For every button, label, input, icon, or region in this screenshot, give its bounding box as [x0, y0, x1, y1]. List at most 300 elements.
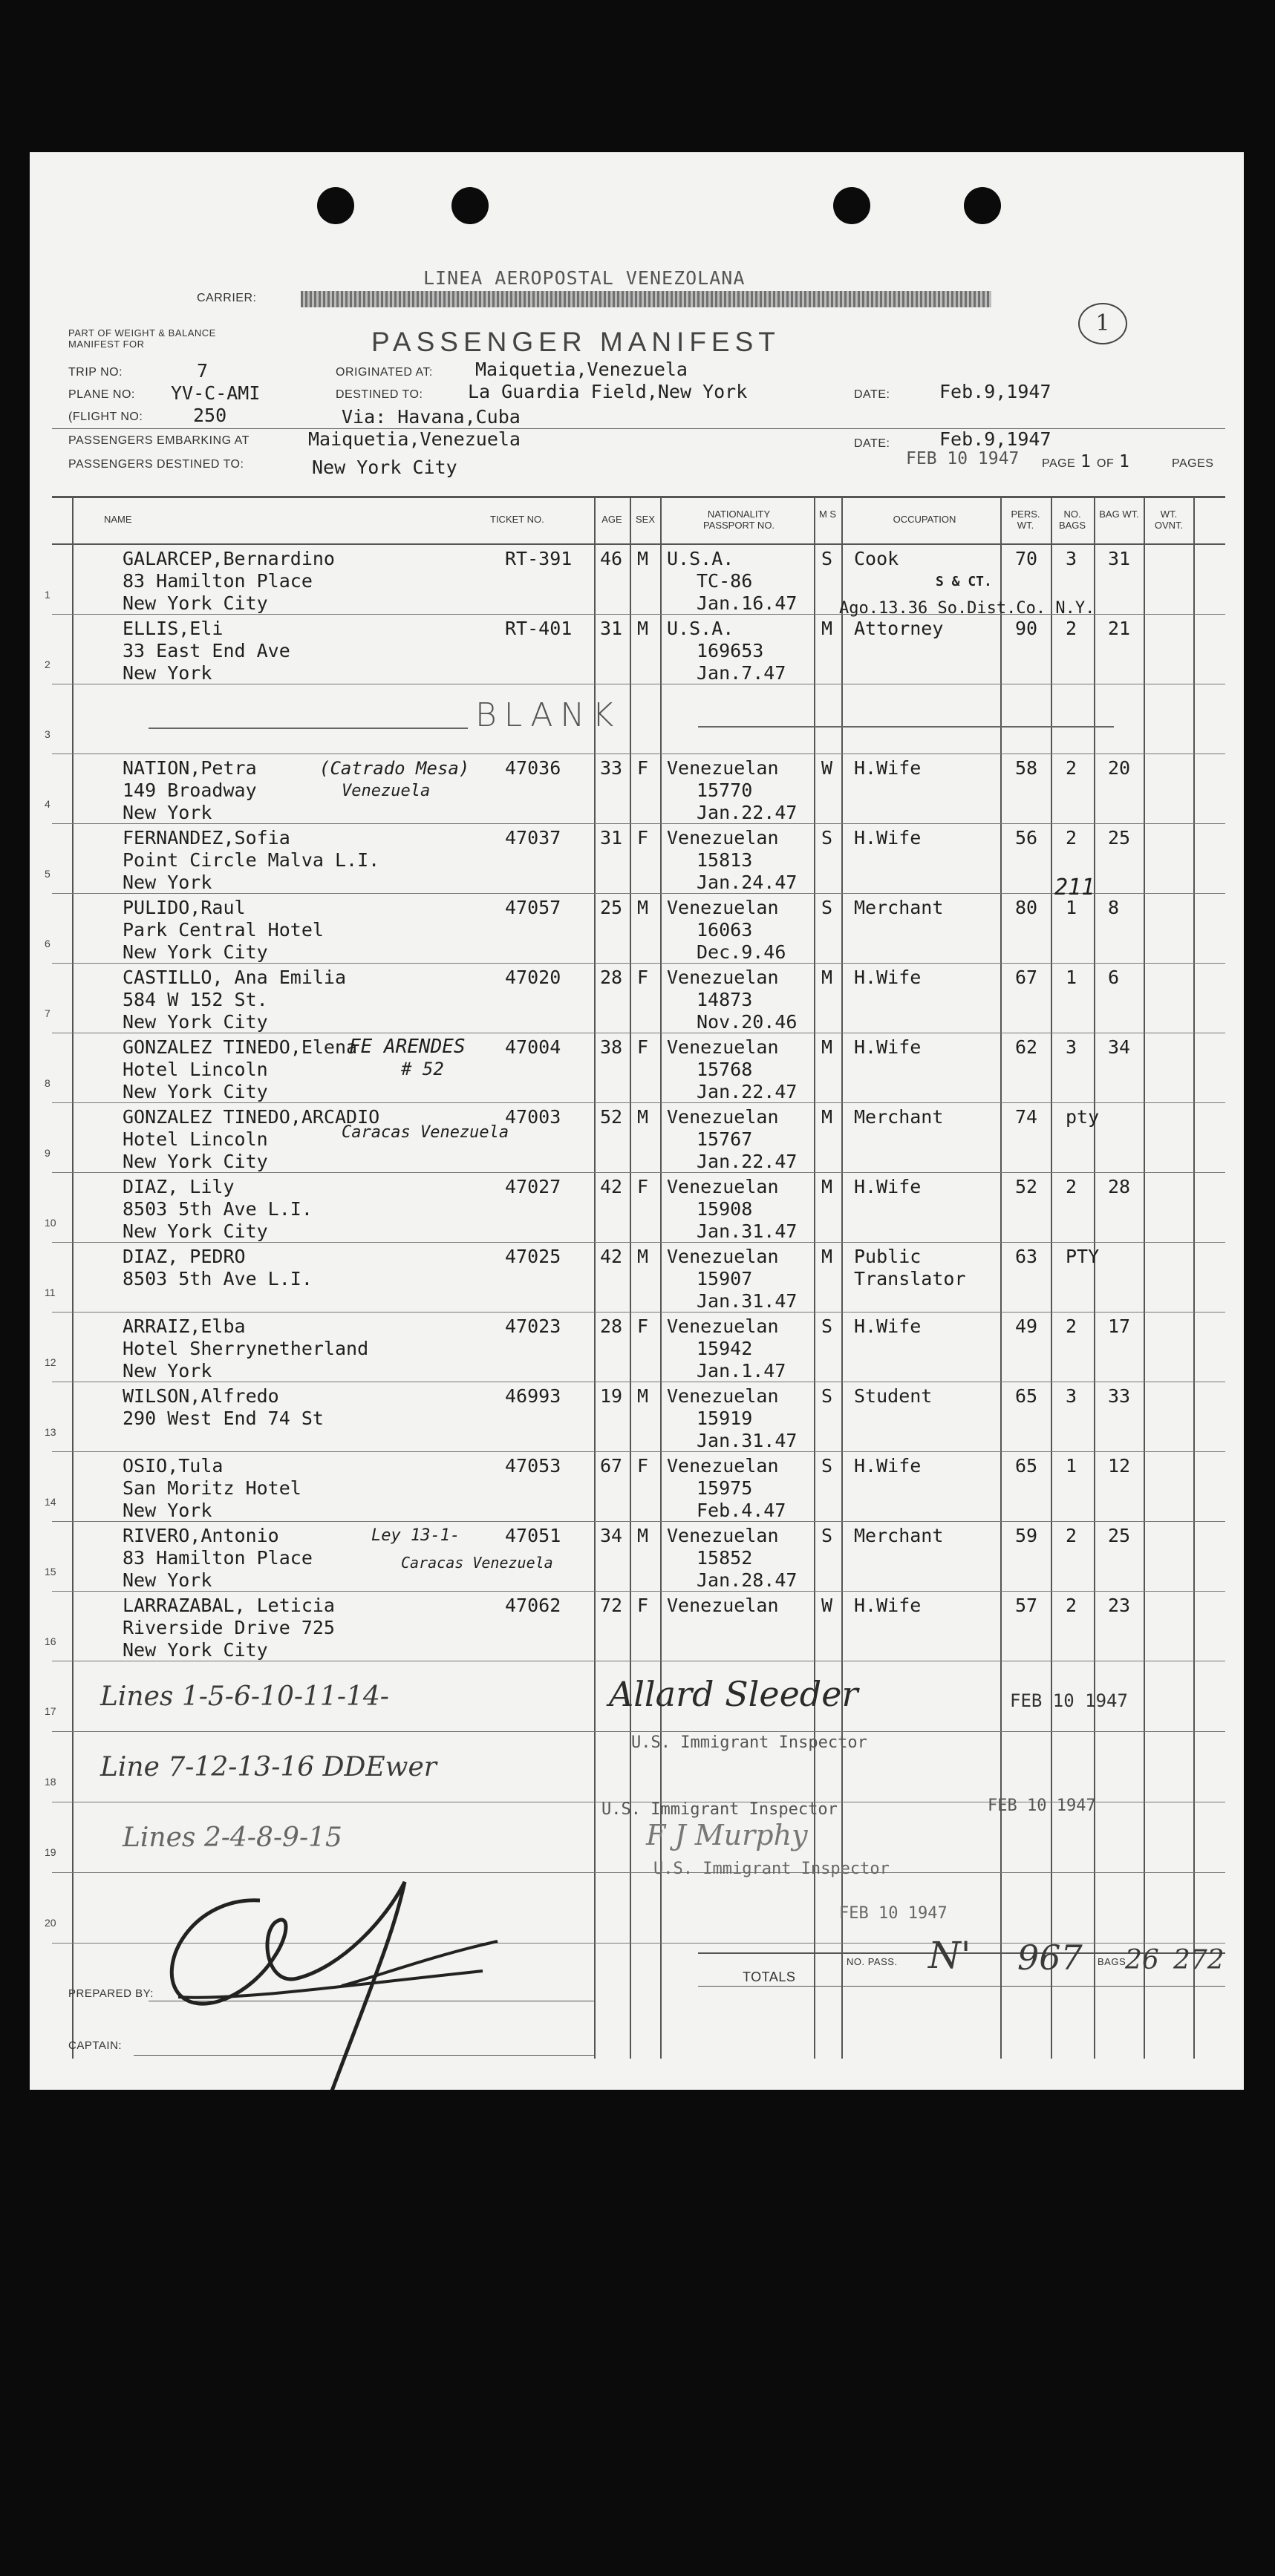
passenger-address: 290 West End 74 St [123, 1408, 324, 1429]
cell-bags: 2 [1066, 757, 1077, 779]
cell-occ: Merchant [854, 1106, 944, 1128]
passenger-address: San Moritz Hotel [123, 1477, 301, 1499]
page-label: PAGE [1042, 457, 1076, 470]
row-number: 2 [45, 658, 50, 670]
cell-age: 25 [600, 897, 623, 918]
cell-wt: 65 [1015, 1455, 1038, 1477]
cell-wt: 49 [1015, 1315, 1038, 1337]
total-weight: 967 [1017, 1938, 1083, 1978]
carrier-label: CARRIER: [197, 292, 257, 304]
cell-occ: H.Wife [854, 967, 922, 988]
passenger-address: Hotel Sherrynetherland [123, 1338, 369, 1359]
cell-ticket: 47036 [505, 757, 561, 779]
date2-label: DATE: [854, 437, 890, 450]
cell-bagwt: 17 [1108, 1315, 1131, 1337]
passenger-name: DIAZ, PEDRO [123, 1246, 246, 1267]
passenger-name: PULIDO,Raul [123, 897, 246, 918]
passenger-name: DIAZ, Lily [123, 1176, 235, 1197]
cell-ticket: 47004 [505, 1036, 561, 1058]
cell-ticket: 47023 [505, 1315, 561, 1337]
cell-ms: S [821, 1525, 833, 1546]
passport-number: 15813 [697, 849, 753, 871]
blank-strike-line [149, 728, 468, 729]
cell-age: 72 [600, 1595, 623, 1616]
cell-ms: S [821, 1385, 833, 1407]
row-number: 10 [45, 1217, 56, 1229]
cell-occ: Merchant [854, 897, 944, 918]
row1-stamp: S & CT. [936, 574, 992, 589]
cell-sex: M [637, 1106, 649, 1128]
total-bag-weight: 272 [1173, 1945, 1225, 1975]
col-header-ms: M S [818, 509, 837, 520]
trip-number: 7 [197, 360, 209, 382]
manifest-title: PASSENGER MANIFEST [371, 327, 780, 357]
row-number: 17 [45, 1705, 56, 1717]
row-number: 14 [45, 1496, 56, 1508]
cell-bags: 2 [1066, 1595, 1077, 1616]
captain-label: CAPTAIN: [68, 2039, 123, 2052]
passenger-name: FERNANDEZ,Sofia [123, 827, 290, 849]
col-rule [814, 496, 815, 2059]
col-rule [1193, 496, 1195, 2059]
cell-sex: F [637, 1455, 649, 1477]
date-value: Feb.9,1947 [939, 381, 1051, 402]
cell-bags: pty [1066, 1106, 1100, 1128]
cell-bags: 2 [1066, 827, 1077, 849]
inspector-signature: Allard Sleeder [609, 1674, 858, 1714]
page-total: 1 [1119, 452, 1129, 471]
passport-number: 15770 [697, 779, 753, 801]
row-number: 7 [45, 1007, 50, 1019]
cell-wt: 80 [1015, 897, 1038, 918]
page-number: 1 [1080, 452, 1091, 471]
cell-occ: H.Wife [854, 1595, 922, 1616]
cell-ticket: 47027 [505, 1176, 561, 1197]
row15-handwriting-2: Caracas Venezuela [401, 1554, 553, 1572]
passport-date: Jan.28.47 [697, 1569, 798, 1591]
cell-wt: 63 [1015, 1246, 1038, 1267]
cell-ms: S [821, 897, 833, 918]
cell-bags: 3 [1066, 1036, 1077, 1058]
part-of-label: PART OF WEIGHT & BALANCE MANIFEST FOR [68, 327, 216, 350]
passenger-name: NATION,Petra [123, 757, 257, 779]
passenger-name: CASTILLO, Ana Emilia [123, 967, 347, 988]
col-header-wt-ovnt: WT. OVNT. [1154, 509, 1184, 531]
cell-ticket: 47053 [505, 1455, 561, 1477]
passport-date: Jan.22.47 [697, 802, 798, 823]
bags-label: BAGS [1098, 1956, 1126, 1967]
cell-nat: Venezuelan [667, 897, 779, 918]
flight-label: (FLIGHT NO: [68, 411, 143, 423]
cell-sex: F [637, 1036, 649, 1058]
cell-ticket: 47020 [505, 967, 561, 988]
passport-number: 15908 [697, 1198, 753, 1220]
cell-nat: Venezuelan [667, 967, 779, 988]
cell-age: 42 [600, 1176, 623, 1197]
cell-ticket: 47051 [505, 1525, 561, 1546]
passport-number: 15767 [697, 1128, 753, 1150]
cell-nat: Venezuelan [667, 1106, 779, 1128]
cell-bags: PTY [1066, 1246, 1100, 1267]
passenger-city: New York City [123, 1081, 268, 1102]
passenger-address: Park Central Hotel [123, 919, 324, 941]
passenger-city: New York [123, 662, 212, 684]
passport-number: 14873 [697, 989, 753, 1010]
col-header-nationality: NATIONALITY PASSPORT NO. [702, 509, 775, 531]
cell-occ: H.Wife [854, 1176, 922, 1197]
cell-ticket: 47025 [505, 1246, 561, 1267]
cell-bagwt: 31 [1108, 548, 1131, 569]
cell-bags: 1 [1066, 1455, 1077, 1477]
cell-age: 52 [600, 1106, 623, 1128]
page-circle-number: 1 [1078, 303, 1127, 344]
cell-sex: M [637, 618, 649, 639]
cell-ticket: 47037 [505, 827, 561, 849]
cell-bags: 2 [1066, 1315, 1077, 1337]
cell-wt: 52 [1015, 1176, 1038, 1197]
carrier-strikeout [301, 291, 991, 307]
inspector-title-3: U.S. Immigrant Inspector [653, 1860, 890, 1878]
passport-date: Jan.1.47 [697, 1360, 786, 1382]
cell-ticket: RT-401 [505, 618, 573, 639]
destined-to-label: PASSENGERS DESTINED TO: [68, 458, 244, 471]
cell-bagwt: 25 [1108, 1525, 1131, 1546]
cell-nat: U.S.A. [667, 618, 734, 639]
passenger-address: 8503 5th Ave L.I. [123, 1198, 313, 1220]
carrier-name: LINEA AEROPOSTAL VENEZOLANA [423, 267, 746, 289]
cell-ms: W [821, 757, 833, 779]
row8-handwriting-2: # 52 [401, 1059, 444, 1079]
row8-handwriting: FE ARENDES [349, 1036, 466, 1058]
cell-occ: Public [854, 1246, 922, 1267]
cell-nat: Venezuelan [667, 1595, 779, 1616]
cell-bagwt: 33 [1108, 1385, 1131, 1407]
cell-wt: 59 [1015, 1525, 1038, 1546]
row4-handwriting-2: Venezuela [342, 782, 431, 800]
passenger-name: ELLIS,Eli [123, 618, 224, 639]
passport-date: Nov.20.46 [697, 1011, 798, 1033]
col-header-sex: SEX [635, 514, 655, 525]
passenger-address: Riverside Drive 725 [123, 1617, 335, 1638]
cell-sex: M [637, 1385, 649, 1407]
prepared-by-label: PREPARED BY: [68, 1987, 154, 2000]
cell-nat: Venezuelan [667, 1036, 779, 1058]
passport-date: Jan.22.47 [697, 1081, 798, 1102]
cell-bags: 3 [1066, 548, 1077, 569]
passport-number: 169653 [697, 640, 764, 661]
col-rule [630, 496, 631, 2059]
row1-extra-note: Ago.13.36 So.Dist.Co. N.Y. [839, 599, 1095, 618]
row-rule [52, 1451, 1225, 1452]
row-rule [52, 823, 1225, 824]
punch-hole [833, 187, 870, 224]
cell-bags: 2 [1066, 618, 1077, 639]
trip-label: TRIP NO: [68, 366, 123, 379]
row-number: 11 [45, 1287, 56, 1298]
passenger-city: New York City [123, 1220, 268, 1242]
passenger-name: WILSON,Alfredo [123, 1385, 279, 1407]
passenger-city: New York [123, 802, 212, 823]
originated-value: Maiquetia,Venezuela [475, 359, 688, 380]
via-value: Via: Havana,Cuba [342, 406, 521, 428]
row-number: 3 [45, 728, 50, 740]
cell-age: 34 [600, 1525, 623, 1546]
passport-date: Jan.7.47 [697, 662, 786, 684]
cell-ms: M [821, 1036, 833, 1058]
punch-hole [964, 187, 1001, 224]
passport-number: 15768 [697, 1059, 753, 1080]
no-pass-label: NO. PASS. [847, 1956, 898, 1967]
row-rule [52, 1521, 1225, 1522]
passenger-name: LARRAZABAL, Leticia [123, 1595, 335, 1616]
cell-bags: 1 [1066, 967, 1077, 988]
cell-occ: Attorney [854, 618, 944, 639]
col-header-occupation: OCCUPATION [893, 514, 956, 525]
cell-nat: Venezuelan [667, 1246, 779, 1267]
punch-hole [451, 187, 489, 224]
passenger-city: New York City [123, 1011, 268, 1033]
row-rule [52, 893, 1225, 894]
cell-sex: F [637, 757, 649, 779]
cell-nat: Venezuelan [667, 1525, 779, 1546]
passport-number: 15907 [697, 1268, 753, 1289]
row-rule [52, 1591, 1225, 1592]
cell-nat: Venezuelan [667, 757, 779, 779]
col-rule [1051, 496, 1052, 2059]
date2-value: Feb.9,1947 [939, 428, 1051, 450]
inspector-stamp-date-2: FEB 10 1947 [988, 1797, 1096, 1815]
row-number: 12 [45, 1356, 56, 1368]
col-header-name: NAME [104, 514, 132, 525]
embarking-value: Maiquetia,Venezuela [308, 428, 521, 450]
received-stamp: FEB 10 1947 [906, 449, 1020, 468]
row9-handwriting: Caracas Venezuela [342, 1123, 509, 1142]
pages-label: PAGES [1172, 457, 1214, 470]
totals-label: TOTALS [743, 1969, 796, 1984]
cell-sex: M [637, 1525, 649, 1546]
cell-bagwt: 28 [1108, 1176, 1131, 1197]
col-rule [1094, 496, 1095, 2059]
cell-sex: F [637, 1176, 649, 1197]
cell-bagwt: 20 [1108, 757, 1131, 779]
cell-ticket: 47003 [505, 1106, 561, 1128]
passenger-address: 83 Hamilton Place [123, 570, 313, 592]
cell-bagwt: 34 [1108, 1036, 1131, 1058]
col-header-pers-wt: PERS. WT. [1011, 509, 1040, 531]
cell-nat: Venezuelan [667, 1176, 779, 1197]
cell-sex: F [637, 1595, 649, 1616]
passenger-city: New York City [123, 592, 268, 614]
cell-nat: Venezuelan [667, 1455, 779, 1477]
cell-sex: M [637, 548, 649, 569]
col-rule [72, 496, 74, 2059]
cell-sex: F [637, 1315, 649, 1337]
cell-wt: 65 [1015, 1385, 1038, 1407]
cell-nat: Venezuelan [667, 827, 779, 849]
cell-ms: S [821, 1455, 833, 1477]
cell-wt: 57 [1015, 1595, 1038, 1616]
passenger-city: New York City [123, 1639, 268, 1661]
cell-ms: S [821, 1315, 833, 1337]
passenger-city: New York [123, 1500, 212, 1521]
cell-bags: 2 [1066, 1176, 1077, 1197]
row4-handwriting: (Catrado Mesa) [319, 758, 470, 779]
cell-wt: 56 [1015, 827, 1038, 849]
occupation-line-2: Translator [854, 1268, 966, 1289]
passenger-address: 83 Hamilton Place [123, 1547, 313, 1569]
inspector-stamp-date-3: FEB 10 1947 [839, 1904, 948, 1923]
row-number: 20 [45, 1917, 56, 1929]
cell-sex: M [637, 897, 649, 918]
destined-label: DESTINED TO: [336, 388, 423, 401]
destined-to-value: New York City [312, 457, 457, 478]
cell-bags: 1 [1066, 897, 1077, 918]
passport-number: 15919 [697, 1408, 753, 1429]
inspector-title-2: U.S. Immigrant Inspector [601, 1800, 838, 1819]
cell-occ: H.Wife [854, 1036, 922, 1058]
cell-occ: H.Wife [854, 1315, 922, 1337]
cell-wt: 62 [1015, 1036, 1038, 1058]
originated-label: ORIGINATED AT: [336, 366, 433, 379]
row-number: 5 [45, 868, 50, 880]
cell-ms: S [821, 548, 833, 569]
cell-ms: M [821, 1106, 833, 1128]
passenger-city: New York [123, 872, 212, 893]
cell-occ: Student [854, 1385, 933, 1407]
passport-number: TC-86 [697, 570, 753, 592]
row-rule [52, 753, 1225, 754]
passenger-name: GONZALEZ TINEDO,ARCADIO [123, 1106, 380, 1128]
manifest-sheet [30, 152, 1244, 2090]
passenger-name: GONZALEZ TINEDO,Elena [123, 1036, 358, 1058]
of-label: OF [1097, 457, 1115, 470]
passenger-address: 8503 5th Ave L.I. [123, 1268, 313, 1289]
passenger-city: New York City [123, 941, 268, 963]
passenger-name: GALARCEP,Bernardino [123, 548, 335, 569]
passport-date: Jan.31.47 [697, 1430, 798, 1451]
destined-value: La Guardia Field,New York [468, 381, 748, 402]
passport-number: 15852 [697, 1547, 753, 1569]
cell-ticket: 46993 [505, 1385, 561, 1407]
cell-occ: H.Wife [854, 827, 922, 849]
cell-age: 33 [600, 757, 623, 779]
cell-occ: H.Wife [854, 1455, 922, 1477]
cell-age: 38 [600, 1036, 623, 1058]
cell-bagwt: 8 [1108, 897, 1120, 918]
cell-ticket: 47057 [505, 897, 561, 918]
table-top-rule [52, 496, 1225, 498]
cell-age: 28 [600, 967, 623, 988]
blank-strike-line [698, 726, 1114, 728]
row15-handwriting: Ley 13-1- [371, 1526, 460, 1545]
cell-age: 46 [600, 548, 623, 569]
cell-age: 28 [600, 1315, 623, 1337]
line18-handwriting: Line 7-12-13-16 DDEwer [100, 1752, 437, 1782]
blank-annotation: BLANK [475, 696, 622, 734]
cell-wt: 90 [1015, 618, 1038, 639]
row-number: 8 [45, 1077, 50, 1089]
passport-date: Jan.22.47 [697, 1151, 798, 1172]
cell-wt: 58 [1015, 757, 1038, 779]
cell-wt: 70 [1015, 548, 1038, 569]
passenger-address: 33 East End Ave [123, 640, 290, 661]
passport-date: Jan.16.47 [697, 592, 798, 614]
cell-sex: F [637, 827, 649, 849]
col-rule [1144, 496, 1145, 2059]
passenger-name: ARRAIZ,Elba [123, 1315, 246, 1337]
cell-wt: 67 [1015, 967, 1038, 988]
passport-number: 15942 [697, 1338, 753, 1359]
prepared-by-signature [149, 1867, 535, 2090]
inspector-stamp-date: FEB 10 1947 [1010, 1690, 1128, 1711]
row-number: 16 [45, 1635, 56, 1647]
punch-hole [317, 187, 354, 224]
cell-age: 42 [600, 1246, 623, 1267]
cell-occ: Cook [854, 548, 899, 569]
passenger-name: RIVERO,Antonio [123, 1525, 279, 1546]
cell-bags: 3 [1066, 1385, 1077, 1407]
embarking-label: PASSENGERS EMBARKING AT [68, 434, 250, 447]
row-number: 4 [45, 798, 50, 810]
row-number: 6 [45, 938, 50, 949]
cell-wt: 74 [1015, 1106, 1038, 1128]
passenger-address: Hotel Lincoln [123, 1059, 268, 1080]
totals-bottom-rule [698, 1986, 1225, 1987]
col-header-ticket: TICKET NO. [490, 514, 544, 525]
row-number: 9 [45, 1147, 50, 1159]
passenger-city: New York City [123, 1151, 268, 1172]
row-number: 15 [45, 1566, 56, 1578]
col-rule [841, 496, 843, 2059]
cell-occ: Merchant [854, 1525, 944, 1546]
cell-sex: F [637, 967, 649, 988]
cell-bagwt: 21 [1108, 618, 1131, 639]
cell-sex: M [637, 1246, 649, 1267]
cell-ms: M [821, 618, 833, 639]
cell-bags: 2 [1066, 1525, 1077, 1546]
cell-ticket: 47062 [505, 1595, 561, 1616]
line17-handwriting: Lines 1-5-6-10-11-14- [100, 1681, 389, 1712]
cell-ms: M [821, 1176, 833, 1197]
passenger-address: Point Circle Malva L.I. [123, 849, 380, 871]
cell-ticket: RT-391 [505, 548, 573, 569]
passenger-address: 584 W 152 St. [123, 989, 268, 1010]
col-rule [1000, 496, 1002, 2059]
line19-handwriting: Lines 2-4-8-9-15 [123, 1823, 342, 1853]
cell-age: 67 [600, 1455, 623, 1477]
total-bags: 26 [1125, 1945, 1159, 1975]
cell-ms: W [821, 1595, 833, 1616]
col-header-age: AGE [601, 514, 622, 525]
passenger-address: Hotel Lincoln [123, 1128, 268, 1150]
flight-number: 250 [193, 405, 227, 426]
cell-age: 31 [600, 618, 623, 639]
passport-date: Jan.31.47 [697, 1290, 798, 1312]
second-signature: F J Murphy [646, 1819, 808, 1851]
cell-ms: M [821, 1246, 833, 1267]
cell-bagwt: 6 [1108, 967, 1120, 988]
cell-occ: H.Wife [854, 757, 922, 779]
cell-age: 19 [600, 1385, 623, 1407]
passport-number: 15975 [697, 1477, 753, 1499]
inspector-title-1: U.S. Immigrant Inspector [631, 1733, 867, 1752]
cell-nat: Venezuelan [667, 1315, 779, 1337]
cell-nat: Venezuelan [667, 1385, 779, 1407]
plane-label: PLANE NO: [68, 388, 135, 401]
cell-ms: M [821, 967, 833, 988]
passport-date: Feb.4.47 [697, 1500, 786, 1521]
cell-age: 31 [600, 827, 623, 849]
